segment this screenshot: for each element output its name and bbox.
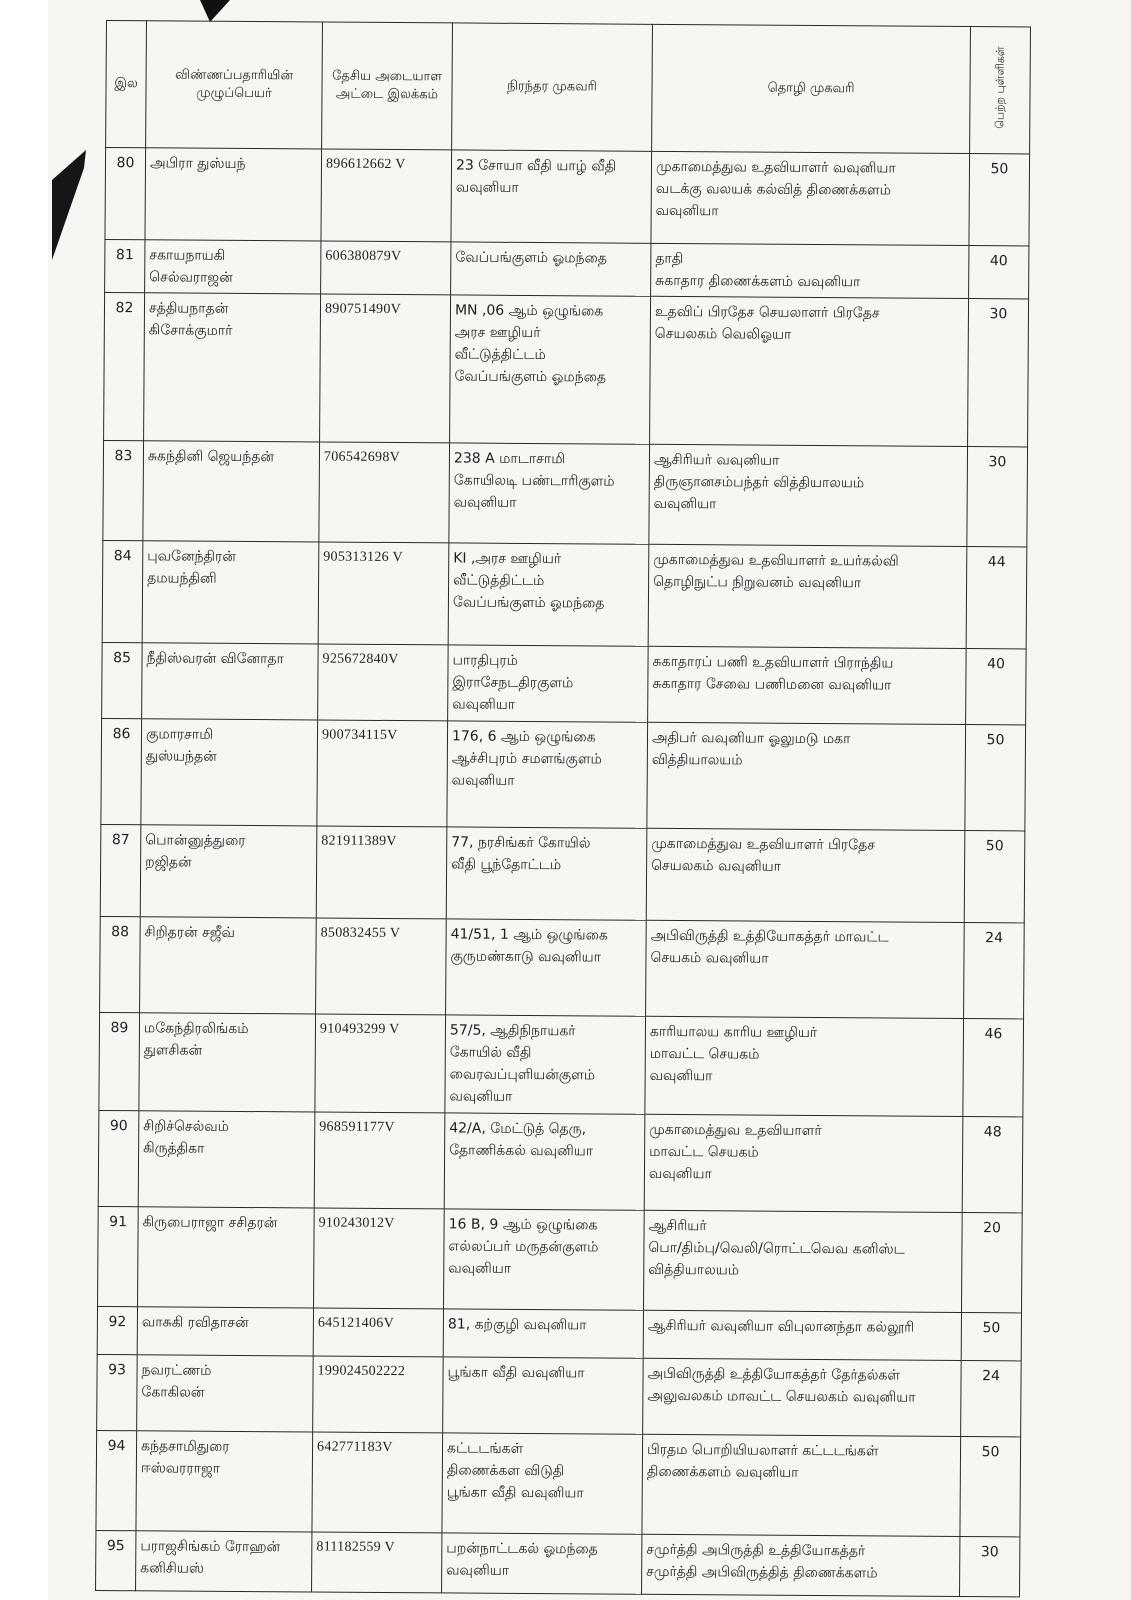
applicant-name	[142, 643, 319, 720]
permanent-address-line: 42/A, மேட்டுத் தெரு,	[449, 1120, 587, 1138]
work-address	[646, 920, 965, 1018]
applicant-name-line: துஸ்யந்தன்	[145, 748, 217, 765]
permanent-address	[443, 1309, 643, 1358]
applicant-name	[136, 1431, 313, 1532]
applicant-name	[143, 441, 320, 542]
marks-obtained: 46	[963, 1019, 1024, 1117]
nic-number: 645121406V	[313, 1308, 443, 1357]
applicant-name-line: நீதிஸ்வரன் வினோதா	[146, 650, 284, 668]
applicant-name	[144, 293, 321, 442]
permanent-address-line: KI ,அரச ஊழியர்	[453, 550, 562, 568]
marks-obtained: 30	[968, 299, 1029, 447]
header-nic: தேசிய அடையாள அட்டை இலக்கம்	[322, 22, 453, 150]
work-address-line: தாதி	[655, 250, 684, 268]
permanent-address	[447, 721, 648, 828]
work-address-line: ஆசிரியர் வவுனியா	[653, 451, 780, 469]
nic-number: 850832455 V	[316, 918, 447, 1015]
work-address-line: ஆசிரியர் வவுனியா விபுலானந்தா கல்லூரி	[647, 1317, 915, 1336]
applicant-name	[140, 917, 317, 1014]
applicant-name-line: கிருபைராஜா சசிதரன்	[142, 1214, 278, 1232]
permanent-address-line: திணைக்கள விடுதி	[446, 1462, 565, 1480]
work-address	[643, 1310, 961, 1360]
applicant-name-line: செல்வராஜன்	[149, 269, 233, 286]
nic-number: 968591177V	[314, 1112, 445, 1209]
row-number: 83	[103, 440, 144, 540]
applicant-name	[137, 1355, 314, 1432]
row-number: 89	[99, 1012, 140, 1110]
permanent-address-line: 238 A மாடாசாமி	[453, 450, 566, 468]
header-marks-label: பெற்ற புள்ளிகள்	[992, 45, 1007, 129]
permanent-address-line: எல்லப்பர் மருதன்குளம்	[448, 1238, 599, 1256]
work-address-line: செயகம் வவுனியா	[650, 949, 769, 967]
work-address	[642, 1534, 960, 1596]
table-row	[97, 1354, 1022, 1436]
marks-obtained: 50	[969, 154, 1030, 246]
applicant-name-line: கந்தசாமிதுரை	[140, 1438, 230, 1455]
work-address	[649, 444, 968, 546]
row-number: 84	[102, 540, 143, 642]
work-address-line: முகாமைத்துவ உதவியாளர் உயர்கல்வி	[653, 551, 899, 570]
permanent-address-line: வைரவப்புளியன்குளம்	[449, 1066, 596, 1084]
work-address	[645, 1016, 964, 1116]
work-address	[651, 243, 969, 298]
nic-number: 910243012V	[314, 1208, 445, 1309]
marks-obtained: 40	[969, 246, 1029, 299]
header-work-address: தொழி முகவரி	[652, 24, 971, 153]
permanent-address-line: வீதி பூந்தோட்டம்	[451, 856, 562, 874]
applicant-name-line: புவனேந்திரன்	[147, 548, 236, 565]
nic-number: 900734115V	[317, 720, 448, 827]
permanent-address-line: MN ,06 ஆம் ஒழுங்கை	[454, 302, 604, 320]
row-number: 94	[96, 1430, 137, 1530]
permanent-address-line: தோணிக்கல் வவுனியா	[449, 1142, 594, 1160]
row-number: 88	[100, 916, 141, 1012]
permanent-address-line: கோயில் வீதி	[449, 1044, 532, 1061]
permanent-address-line: 176, 6 ஆம் ஒழுங்கை	[451, 728, 596, 746]
applicant-name	[137, 1307, 313, 1356]
permanent-address-line: இராசேநடதிரகுளம்	[452, 674, 574, 692]
work-address-line: சுகாதார சேவை பணிமனை வவுனியா	[652, 675, 892, 694]
permanent-address-line: வவுனியா	[455, 179, 519, 196]
nic-number: 811182559 V	[312, 1532, 442, 1593]
applicant-name-line: தமயந்தினி	[147, 570, 217, 587]
permanent-address-line: வவுனியா	[446, 1562, 510, 1579]
applicant-name-line: ஈஸ்வரராஜா	[140, 1460, 221, 1477]
permanent-address-line: வவுனியா	[453, 494, 517, 511]
applicant-name-line: துளசிகன்	[143, 1042, 203, 1059]
marks-obtained: 24	[964, 923, 1025, 1019]
work-address-line: ஆசிரியர்	[648, 1217, 707, 1235]
nic-number: 642771183V	[312, 1432, 443, 1533]
applicant-name	[141, 719, 318, 826]
marks-obtained: 30	[960, 1536, 1020, 1596]
table-row	[100, 916, 1025, 1018]
header-row	[106, 21, 1031, 154]
applicant-name-line: கிருத்திகா	[143, 1140, 205, 1157]
work-address-line: வித்தியாலயம்	[651, 751, 743, 769]
applicant-name-line: கிசோக்குமார்	[148, 322, 233, 339]
nic-number: 896612662 V	[321, 149, 452, 242]
applicant-name	[140, 825, 317, 918]
permanent-address-line: பூங்கா வீதி வவுனியா	[446, 1484, 584, 1502]
work-address-line: தொழிநுட்ப நிறுவனம் வவுனியா	[653, 573, 862, 592]
applicant-register-table	[95, 20, 1031, 1597]
permanent-address	[444, 1209, 645, 1310]
applicant-name	[138, 1207, 315, 1308]
nic-number: 821911389V	[316, 826, 447, 919]
nic-number: 910493299 V	[315, 1014, 446, 1113]
marks-obtained: 50	[960, 1437, 1021, 1537]
table-row	[98, 1110, 1023, 1212]
table-row	[99, 1012, 1024, 1116]
work-address-line: சமுர்த்தி அபிருத்தி உத்தியோகத்தர்	[646, 1541, 866, 1560]
marks-obtained: 24	[961, 1361, 1022, 1437]
permanent-address-line: வேப்பங்குளம் ஓமந்தை	[452, 594, 605, 612]
table-row	[98, 1206, 1023, 1312]
work-address-line: முகாமைத்துவ உதவியாளர் வவுனியா	[655, 158, 896, 177]
table-row	[102, 540, 1027, 648]
applicant-name-line: பராஜசிங்கம் ரோஹன்	[140, 1538, 281, 1556]
work-address-line: பொ/திம்பு/வெலி/ரொட்டவெவ கனிஸ்ட	[648, 1239, 905, 1258]
work-address-line: சுகாதார திணைக்களம் வவுனியா	[655, 272, 861, 291]
row-number: 87	[100, 824, 141, 916]
work-address-line: அபிவிருத்தி உத்தியோகத்தர் மாவட்ட	[650, 927, 889, 946]
applicant-name	[145, 240, 321, 294]
permanent-address	[446, 827, 647, 920]
permanent-address-line: குருமண்காடு வவுனியா	[450, 948, 602, 966]
row-number: 91	[98, 1206, 139, 1306]
row-number: 90	[98, 1110, 139, 1206]
header-address: நிரந்தர முகவரி	[452, 23, 653, 151]
permanent-address-line: வீட்டுத்திட்டம்	[453, 572, 545, 590]
work-address-line: அபிவிருத்தி உத்தியோகத்தர் தேர்தல்கள்	[647, 1365, 901, 1384]
row-number: 93	[97, 1354, 138, 1430]
work-address-line: சுகாதாரப் பணி உதவியாளர் பிராந்திய	[652, 653, 894, 672]
permanent-address-line: பூங்கா வீதி வவுனியா	[447, 1364, 585, 1382]
row-number: 86	[101, 718, 142, 824]
permanent-address	[448, 543, 649, 646]
applicant-name	[142, 541, 319, 644]
permanent-address	[448, 645, 649, 722]
nic-number: 199024502222	[313, 1356, 444, 1433]
work-address-line: செயலகம் வவுனியா	[651, 857, 781, 875]
applicant-name-line: நவரட்ணம்	[141, 1362, 212, 1379]
applicant-name-line: சத்தியநாதன்	[148, 300, 229, 317]
permanent-address	[450, 295, 651, 444]
applicant-name-line: வாசுகி ரவிதாசன்	[141, 1314, 249, 1332]
work-address-line: சமுர்த்தி அபிவிருத்தித் திணைக்களம்	[646, 1563, 878, 1582]
header-name: விண்ணப்பதாரியின் முழுப்பெயர்	[146, 21, 323, 149]
permanent-address-line: வவுனியா	[452, 696, 516, 713]
marks-obtained: 48	[962, 1117, 1023, 1213]
marks-obtained: 30	[967, 447, 1028, 547]
permanent-address-line: 57/5, ஆதிநிநாயகர்	[449, 1022, 576, 1040]
applicant-name	[138, 1111, 315, 1208]
table-row	[105, 148, 1030, 246]
permanent-address-line: 41/51, 1 ஆம் ஒழுங்கை	[450, 926, 608, 944]
nic-number: 905313126 V	[318, 542, 449, 645]
marks-obtained: 44	[966, 547, 1027, 649]
permanent-address	[442, 1433, 643, 1534]
row-number: 82	[104, 292, 145, 440]
applicant-name-line: சுகந்தினி ஜெயந்தன்	[147, 448, 275, 466]
work-address-line: திணைக்களம் வவுனியா	[646, 1463, 799, 1481]
permanent-address	[444, 1113, 645, 1210]
table-row	[102, 642, 1027, 724]
applicant-name-line: சிறிதரன் சஜீவ்	[144, 924, 235, 941]
work-address-line: செயலகம் வெலிஓயா	[654, 325, 792, 343]
permanent-address-line: வவுனியா	[449, 1088, 513, 1105]
permanent-address-line: 77, நரசிங்கர் கோயில்	[451, 834, 591, 852]
work-address-line: வவுனியா	[653, 495, 717, 513]
marks-obtained: 50	[965, 725, 1026, 831]
applicant-name-line: மகேந்திரலிங்கம்	[143, 1020, 249, 1038]
work-address-line: அதிபர் வவுனியா ஓலுமடு மகா	[651, 729, 851, 748]
permanent-address-line: ஆச்சிபுரம் சமளங்குளம்	[451, 750, 602, 768]
nic-number: 606380879V	[321, 241, 451, 295]
permanent-address-line: வேப்பங்குளம் ஓமந்தை	[455, 249, 607, 267]
row-number: 92	[97, 1306, 137, 1354]
applicant-name	[145, 148, 322, 241]
row-number: 95	[96, 1530, 136, 1590]
table-row	[96, 1530, 1020, 1596]
permanent-address-line: வவுனியா	[448, 1260, 512, 1277]
marks-obtained: 20	[961, 1213, 1022, 1313]
permanent-address-line: வீட்டுத்திட்டம்	[454, 346, 546, 364]
work-address-line: மாவட்ட செயகம்	[649, 1045, 760, 1063]
work-address-line: வித்தியாலயம்	[648, 1261, 740, 1279]
work-address	[648, 646, 967, 724]
permanent-address-line: வேப்பங்குளம் ஓமந்தை	[454, 368, 607, 386]
work-address-line: வவுனியா	[655, 202, 719, 220]
permanent-address-line: 81, கற்குழி வவுனியா	[447, 1316, 587, 1334]
permanent-address	[446, 919, 647, 1016]
header-marks	[970, 27, 1031, 154]
applicant-name-line: கனிசியஸ்	[140, 1560, 204, 1577]
work-address	[643, 1358, 962, 1436]
permanent-address	[442, 1533, 642, 1594]
permanent-address-line: கோயிலடி பண்டாரிகுளம்	[453, 472, 615, 490]
permanent-address-line: அரச ஊழியர்	[454, 324, 541, 342]
work-address-line: வவுனியா	[648, 1165, 712, 1183]
applicant-name-line: கோகிலன்	[141, 1384, 205, 1401]
work-address	[650, 296, 969, 446]
applicant-name-line: சகாயநாயகி	[149, 247, 226, 264]
marks-obtained: 50	[961, 1313, 1021, 1361]
row-number: 80	[105, 148, 146, 240]
applicant-name-line: குமாரசாமி	[145, 726, 214, 743]
table-row	[105, 239, 1029, 298]
work-address	[647, 722, 966, 830]
permanent-address-line: பாரதிபுரம்	[452, 652, 518, 669]
nic-number: 890751490V	[320, 294, 451, 443]
permanent-address-line: வவுனியா	[451, 772, 515, 789]
work-address	[651, 151, 970, 245]
table-row	[96, 1430, 1021, 1536]
applicant-name-line: அபிரா துஸ்யந்	[149, 155, 246, 172]
applicant-name	[136, 1531, 312, 1592]
work-address	[646, 828, 965, 922]
permanent-address	[443, 1357, 644, 1434]
permanent-address-line: பறன்நாட்டகல் ஓமந்தை	[446, 1540, 598, 1558]
nic-number: 706542698V	[319, 442, 450, 543]
row-number: 81	[105, 239, 145, 292]
work-address-line: முகாமைத்துவ உதவியாளர்	[649, 1121, 822, 1140]
work-address	[642, 1434, 961, 1536]
permanent-address-line: கட்டடங்கள்	[446, 1440, 524, 1457]
permanent-address	[445, 1015, 646, 1114]
marks-obtained: 50	[964, 831, 1025, 923]
work-address-line: திருஞானசம்பந்தர் வித்தியாலயம்	[653, 473, 865, 492]
table-row	[97, 1306, 1021, 1360]
row-number: 85	[102, 642, 143, 718]
work-address-line: முகாமைத்துவ உதவியாளர் பிரதேச	[651, 835, 876, 854]
work-address	[644, 1114, 963, 1212]
nic-number: 925672840V	[318, 644, 449, 721]
work-address-line: காரியாலய காரிய ஊழியர்	[649, 1023, 818, 1041]
work-address-line: வடக்கு வலயக் கல்வித் திணைக்களம்	[655, 180, 892, 199]
work-address-line: மாவட்ட செயகம்	[649, 1143, 759, 1161]
permanent-address-line: 16 B, 9 ஆம் ஒழுங்கை	[448, 1216, 598, 1234]
work-address-line: பிரதம பொறியியலாளர் கட்டடங்கள்	[646, 1441, 879, 1460]
permanent-address	[451, 150, 652, 243]
permanent-address	[451, 242, 651, 296]
table-row	[103, 440, 1028, 546]
table-row	[101, 718, 1026, 830]
work-address-line: உதவிப் பிரதேச செயலாளர் பிரதேச	[654, 303, 880, 322]
applicant-name-line: பொன்னுத்துரை	[145, 832, 246, 849]
permanent-address-line: 23 சோயா வீதி யாழ் வீதி	[455, 157, 617, 175]
work-address-line: அலுவலகம் மாவட்ட செயலகம் வவுனியா	[647, 1387, 916, 1406]
marks-obtained: 40	[966, 649, 1027, 725]
applicant-name	[139, 1013, 316, 1112]
table-row	[100, 824, 1025, 922]
work-address	[644, 1210, 963, 1312]
applicant-name-line: சிறிச்செல்வம்	[143, 1118, 230, 1135]
permanent-address	[449, 443, 650, 544]
work-address	[648, 544, 967, 648]
work-address-line: வவுனியா	[649, 1067, 713, 1085]
table-row	[104, 292, 1029, 446]
applicant-name-line: றஜிதன்	[145, 854, 192, 871]
header-no: இல	[106, 21, 147, 148]
